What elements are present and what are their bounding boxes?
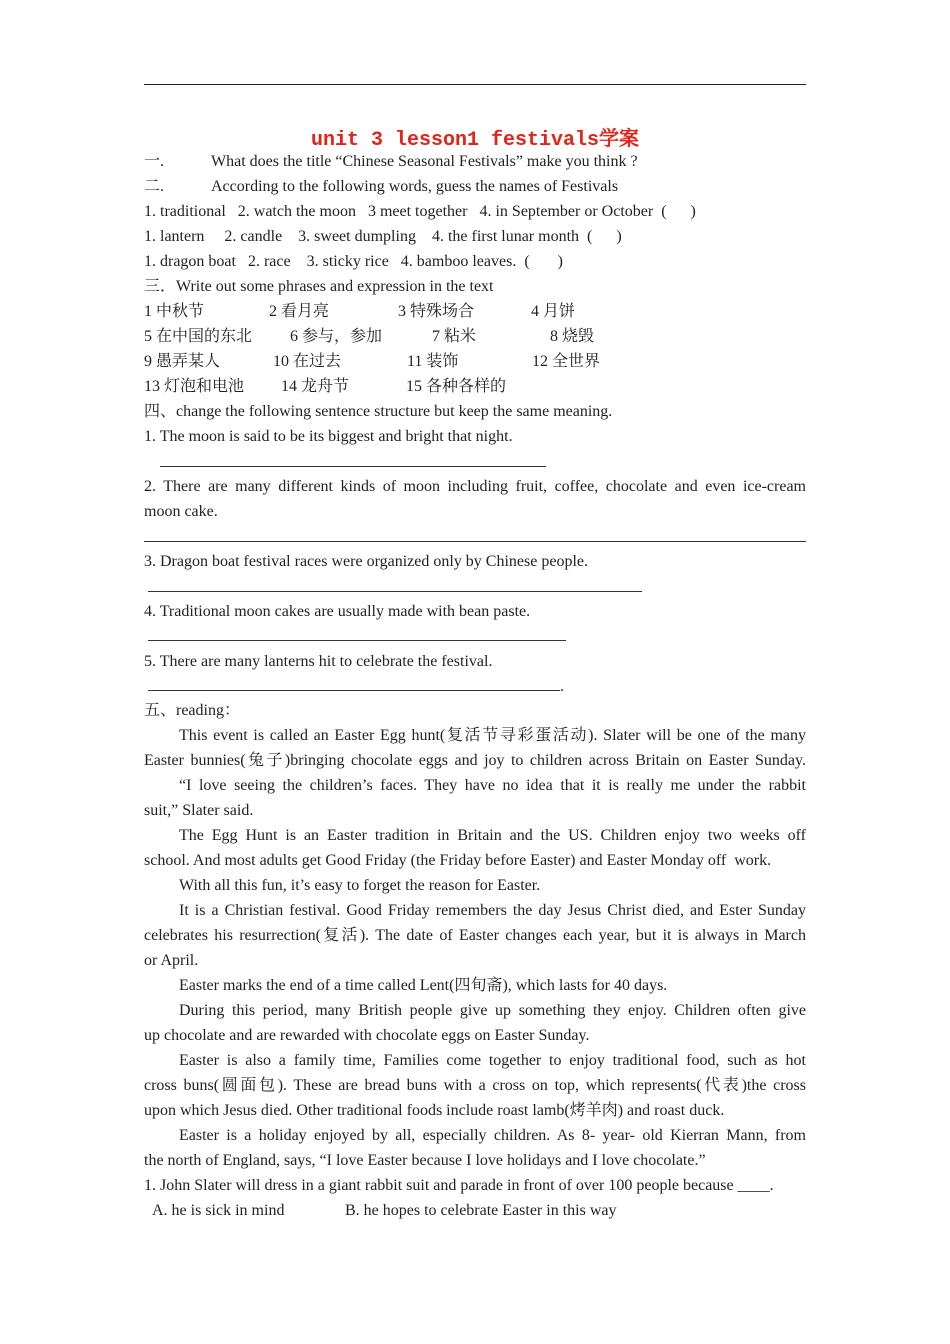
- reading-line: or April.: [144, 952, 199, 969]
- reading-line: This event is called an Easter Egg hunt(复活节寻彩蛋活动). Slater will be one of the many: [179, 727, 806, 744]
- rewrite-sentence-1: 1. The moon is said to be its biggest and bright that night.: [144, 428, 513, 445]
- reading-line: up chocolate and are rewarded with chocolate eggs on Easter Sunday.: [144, 1027, 590, 1044]
- rewrite-sentence-2-cont: moon cake.: [144, 503, 218, 520]
- page-title: unit 3 lesson1 festivals学案: [310, 129, 640, 152]
- phrase-item: 7 粘米: [432, 328, 477, 345]
- reading-line: cross buns(圆面包). These are bread buns with a cross on top, which represents(代表)the cross: [144, 1077, 806, 1094]
- rewrite-sentence-5: 5. There are many lanterns hit to celebrate the festival.: [144, 653, 493, 670]
- phrase-item: 8 烧毁: [550, 328, 595, 345]
- phrase-item: 14 龙舟节: [281, 378, 350, 395]
- phrase-item: 9 愚弄某人: [144, 353, 221, 370]
- option-b[interactable]: B. he hopes to celebrate Easter in this way: [345, 1202, 617, 1219]
- phrase-item: 10 在过去: [273, 353, 342, 370]
- reading-line: the north of England, says, “I love Easter because I love holidays and I love chocolate.”: [144, 1152, 706, 1169]
- festival-clue-3: 1. dragon boat 2. race 3. sticky rice 4. bamboo leaves. ( ): [144, 253, 563, 270]
- phrase-item: 2 看月亮: [269, 303, 330, 320]
- section2-number: 二.: [144, 178, 165, 195]
- answer-blank-4[interactable]: [148, 640, 566, 641]
- festival-clue-1: 1. traditional 2. watch the moon 3 meet together 4. in September or October ( ): [144, 203, 696, 220]
- phrase-item: 12 全世界: [532, 353, 601, 370]
- reading-line: The Egg Hunt is an Easter tradition in Britain and the US. Children enjoy two weeks off: [179, 827, 806, 844]
- rewrite-sentence-4: 4. Traditional moon cakes are usually made with bean paste.: [144, 603, 531, 620]
- reading-line: “I love seeing the children’s faces. They have no idea that it is really me under the rabbit: [179, 777, 806, 794]
- rewrite-sentence-2: 2. There are many different kinds of moon including fruit, coffee, chocolate and even ice-cream: [144, 478, 806, 495]
- section3-heading: 三．Write out some phrases and expression in the text: [144, 278, 494, 295]
- phrase-item: 4 月饼: [531, 303, 576, 320]
- reading-line: Easter is a holiday enjoyed by all, especially children. As 8- year- old Kierran Mann, from: [179, 1127, 806, 1144]
- option-a[interactable]: A. he is sick in mind: [152, 1202, 285, 1219]
- reading-line: Easter is also a family time, Families come together to enjoy traditional food, such as hot: [179, 1052, 806, 1069]
- reading-line: With all this fun, it’s easy to forget the reason for Easter.: [179, 877, 541, 894]
- reading-line: It is a Christian festival. Good Friday remembers the day Jesus Christ died, and Ester Sunday: [179, 902, 806, 919]
- phrase-item: 13 灯泡和电池: [144, 378, 245, 395]
- phrase-item: 5 在中国的东北: [144, 328, 253, 345]
- reading-line: upon which Jesus died. Other traditional foods include roast lamb(烤羊肉) and roast duck.: [144, 1102, 725, 1119]
- reading-line: school. And most adults get Good Friday (the Friday before Easter) and Easter Monday off work.: [144, 852, 772, 869]
- section4-heading: 四、change the following sentence structure but keep the same meaning.: [144, 403, 613, 420]
- reading-question-1: 1. John Slater will dress in a giant rabbit suit and parade in front of over 100 people because ____.: [144, 1177, 774, 1194]
- section2-instruction: According to the following words, guess the names of Festivals: [211, 178, 619, 195]
- phrase-item: 1 中秋节: [144, 303, 205, 320]
- reading-line: celebrates his resurrection(复活). The date of Easter changes each year, but it is always in March: [144, 927, 806, 944]
- section1-question: What does the title “Chinese Seasonal Festivals” make you think ?: [211, 153, 638, 170]
- answer-blank-2[interactable]: [144, 541, 806, 542]
- phrase-item: 3 特殊场合: [398, 303, 475, 320]
- reading-line: suit,” Slater said.: [144, 802, 254, 819]
- answer-blank-3[interactable]: [148, 591, 642, 592]
- reading-line: Easter marks the end of a time called Lent(四旬斋), which lasts for 40 days.: [179, 977, 668, 994]
- blank-5-period: .: [560, 678, 564, 695]
- festival-clue-2: 1. lantern 2. candle 3. sweet dumpling 4. the first lunar month ( ): [144, 228, 622, 245]
- reading-line: Easter bunnies(兔子)bringing chocolate eggs and joy to children across Britain on Easter Sunday.: [144, 752, 806, 769]
- header-rule: [144, 84, 806, 85]
- section5-heading: 五、reading：: [144, 702, 240, 719]
- answer-blank-1[interactable]: [160, 466, 546, 467]
- rewrite-sentence-3: 3. Dragon boat festival races were organized only by Chinese people.: [144, 553, 588, 570]
- phrase-item: 6 参与，参加: [290, 328, 383, 345]
- phrase-item: 11 装饰: [407, 353, 459, 370]
- reading-line: During this period, many British people give up something they enjoy. Children often give: [179, 1002, 806, 1019]
- phrase-item: 15 各种各样的: [406, 378, 507, 395]
- section1-number: 一.: [144, 153, 165, 170]
- answer-blank-5[interactable]: [148, 690, 560, 691]
